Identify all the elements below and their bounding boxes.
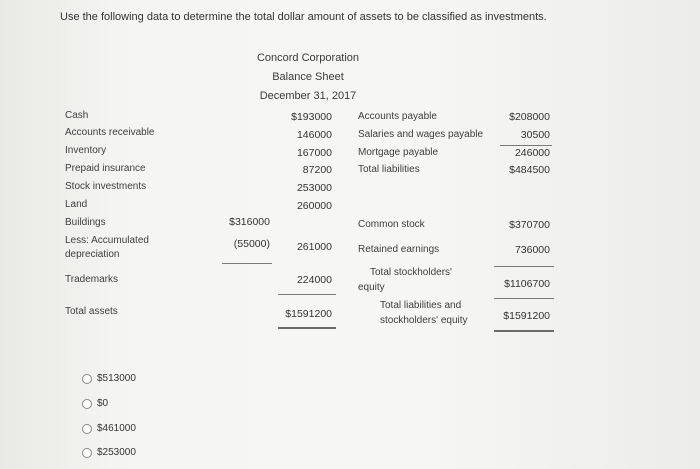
company-name: Concord Corporation xyxy=(256,52,360,64)
answer-option-2[interactable] xyxy=(82,398,108,409)
buildings-amount: $316000 xyxy=(229,216,270,228)
salaries-payable-label: Salaries and wages payable xyxy=(358,129,484,140)
radio-button[interactable] xyxy=(82,448,92,458)
less-depreciation-label-1: Less: Accumulated xyxy=(65,235,149,246)
total-equity-label-2: equity xyxy=(358,282,385,293)
answer-option-label: $461000 xyxy=(97,423,136,434)
accounts-receivable-amount: 146000 xyxy=(296,129,332,141)
trademarks-amount: 224000 xyxy=(296,274,332,286)
inventory-amount: 167000 xyxy=(296,147,332,159)
total-liab-equity-label-1: Total liabilities and xyxy=(380,300,462,311)
radio-button[interactable] xyxy=(82,399,92,409)
total-equity-label-1: Total stockholders' xyxy=(370,267,452,278)
total-assets-label: Total assets xyxy=(65,306,118,317)
common-stock-label: Common stock xyxy=(358,219,425,230)
total-liabilities-amount: $484500 xyxy=(509,164,550,176)
total-equity-underline xyxy=(494,298,554,299)
land-label: Land xyxy=(65,199,88,210)
cash-amount: $193000 xyxy=(291,111,332,123)
total-liabilities-label: Total liabilities xyxy=(358,164,420,175)
retained-earnings-underline xyxy=(494,266,554,267)
radio-button[interactable] xyxy=(82,424,92,434)
buildings-label: Buildings xyxy=(65,217,106,228)
mortgage-payable-label: Mortgage payable xyxy=(358,147,439,158)
inventory-label: Inventory xyxy=(65,145,107,156)
prepaid-insurance-label: Prepaid insurance xyxy=(65,163,146,174)
retained-earnings-label: Retained earnings xyxy=(358,244,440,255)
accounts-receivable-label: Accounts receivable xyxy=(65,127,155,138)
total-liab-equity-amount: $1591200 xyxy=(503,310,550,322)
total-liab-equity-label-2: stockholders' equity xyxy=(380,315,468,326)
statement-date: December 31, 2017 xyxy=(259,90,357,102)
common-stock-amount: $370700 xyxy=(509,219,550,231)
salaries-payable-amount: 30500 xyxy=(520,129,550,141)
prepaid-insurance-amount: 87200 xyxy=(302,164,332,176)
answer-option-label: $0 xyxy=(97,398,109,409)
total-assets-amount: $1591200 xyxy=(285,308,332,320)
total-equity-amount: $1106700 xyxy=(504,278,550,290)
trademarks-label: Trademarks xyxy=(65,274,118,285)
trademarks-underline xyxy=(278,294,336,295)
accounts-payable-amount: $208000 xyxy=(509,111,550,123)
answer-option-4[interactable] xyxy=(82,447,136,458)
radio-button[interactable] xyxy=(82,374,92,384)
statement-title: Balance Sheet xyxy=(272,71,344,83)
accumulated-depreciation-amount: (55000) xyxy=(233,238,270,250)
total-liab-equity-double-underline xyxy=(494,330,554,332)
answer-option-3[interactable] xyxy=(82,423,136,434)
accounts-payable-label: Accounts payable xyxy=(358,111,437,122)
buildings-net-amount: 261000 xyxy=(296,241,332,253)
stock-investments-amount: 253000 xyxy=(296,182,332,194)
liabilities-underline xyxy=(500,145,552,146)
total-assets-double-underline xyxy=(278,327,336,329)
mortgage-payable-amount: 246000 xyxy=(514,147,550,159)
retained-earnings-amount: 736000 xyxy=(514,244,550,256)
less-depreciation-label-2: depreciation xyxy=(65,249,120,260)
answer-option-1[interactable] xyxy=(82,373,136,384)
stock-investments-label: Stock investments xyxy=(65,181,147,192)
cash-label: Cash xyxy=(65,110,89,121)
question-text: Use the following data to determine the total dollar amount of assets to be classified as investments. xyxy=(60,11,547,23)
land-amount: 260000 xyxy=(296,200,332,212)
answer-option-label: $513000 xyxy=(97,373,136,384)
answer-option-label: $253000 xyxy=(97,447,136,458)
depreciation-underline xyxy=(222,263,272,264)
